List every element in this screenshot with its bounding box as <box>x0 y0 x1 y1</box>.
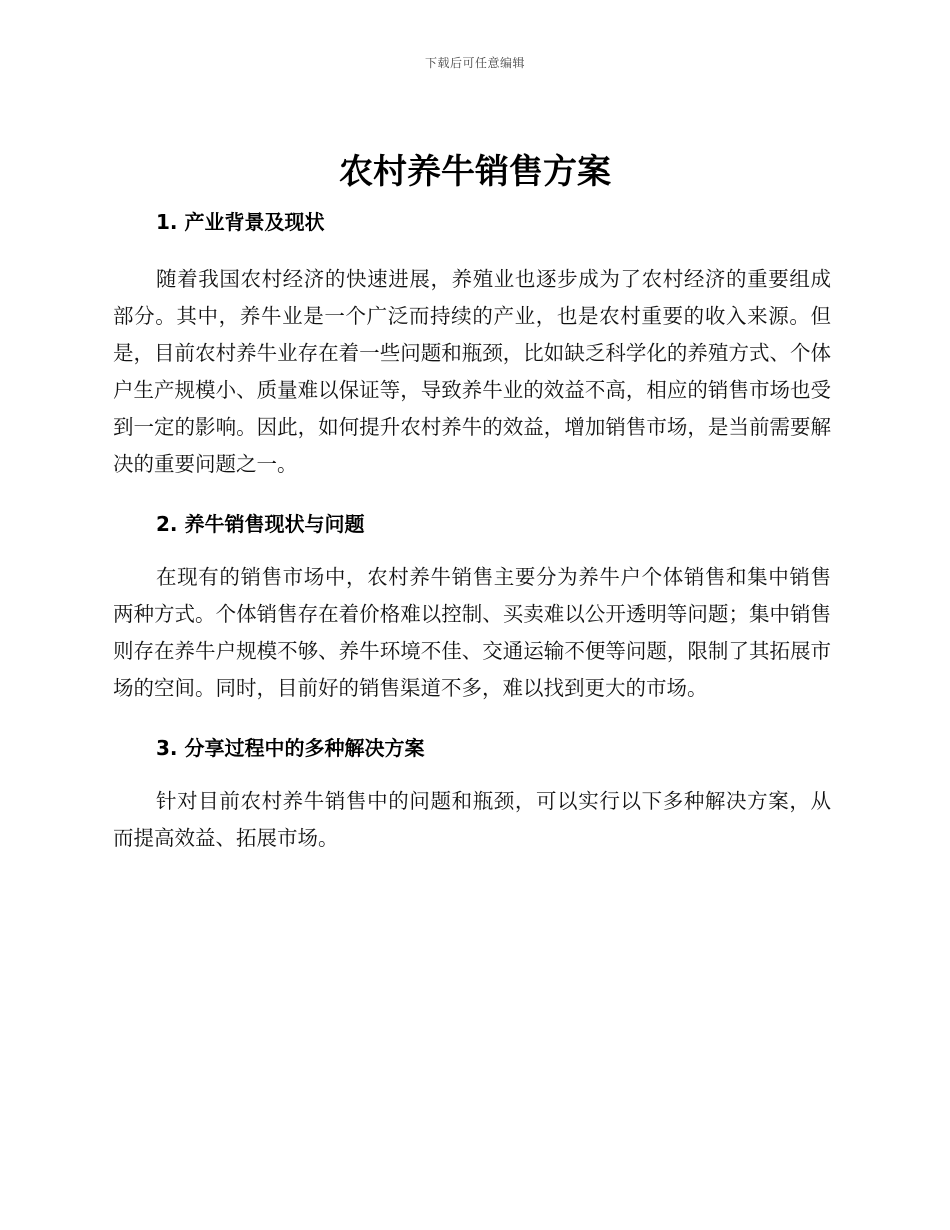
section-solutions <box>113 729 831 857</box>
document-body <box>113 203 831 857</box>
section-industry-background <box>113 203 831 483</box>
section-heading: 2. 养牛销售现状与问题 <box>156 512 365 536</box>
section-paragraph: 在现有的销售市场中，农村养牛销售主要分为养牛户个体销售和集中销售两种方式。个体销售存在着价格难以控制、买卖难以公开透明等问题；集中销售则存在养牛户规模不够、养牛环境不佳、交通运输不便等问题，限制了其拓展市场的空间。同时，目前好的销售渠道不多，难以找到更大的市场。 <box>113 565 831 700</box>
section-sales-status <box>113 505 831 707</box>
section-heading: 1. 产业背景及现状 <box>156 210 325 234</box>
section-heading: 3. 分享过程中的多种解决方案 <box>156 736 425 760</box>
section-paragraph: 针对目前农村养牛销售中的问题和瓶颈，可以实行以下多种解决方案，从而提高效益、拓展市场。 <box>113 789 831 850</box>
document-title: 农村养牛销售方案 <box>339 152 611 192</box>
section-paragraph: 随着我国农村经济的快速进展，养殖业也逐步成为了农村经济的重要组成部分。其中，养牛业是一个广泛而持续的产业，也是农村重要的收入来源。但是，目前农村养牛业存在着一些问题和瓶颈，比如缺乏科学化的养殖方式、个体户生产规模小、质量难以保证等，导致养牛业的效益不高，相应的销售市场也受到一定的影响。因此，如何提升农村养牛的效益，增加销售市场，是当前需要解决的重要问题之一。 <box>113 267 831 476</box>
running-header: 下载后可任意编辑 <box>424 56 525 70</box>
